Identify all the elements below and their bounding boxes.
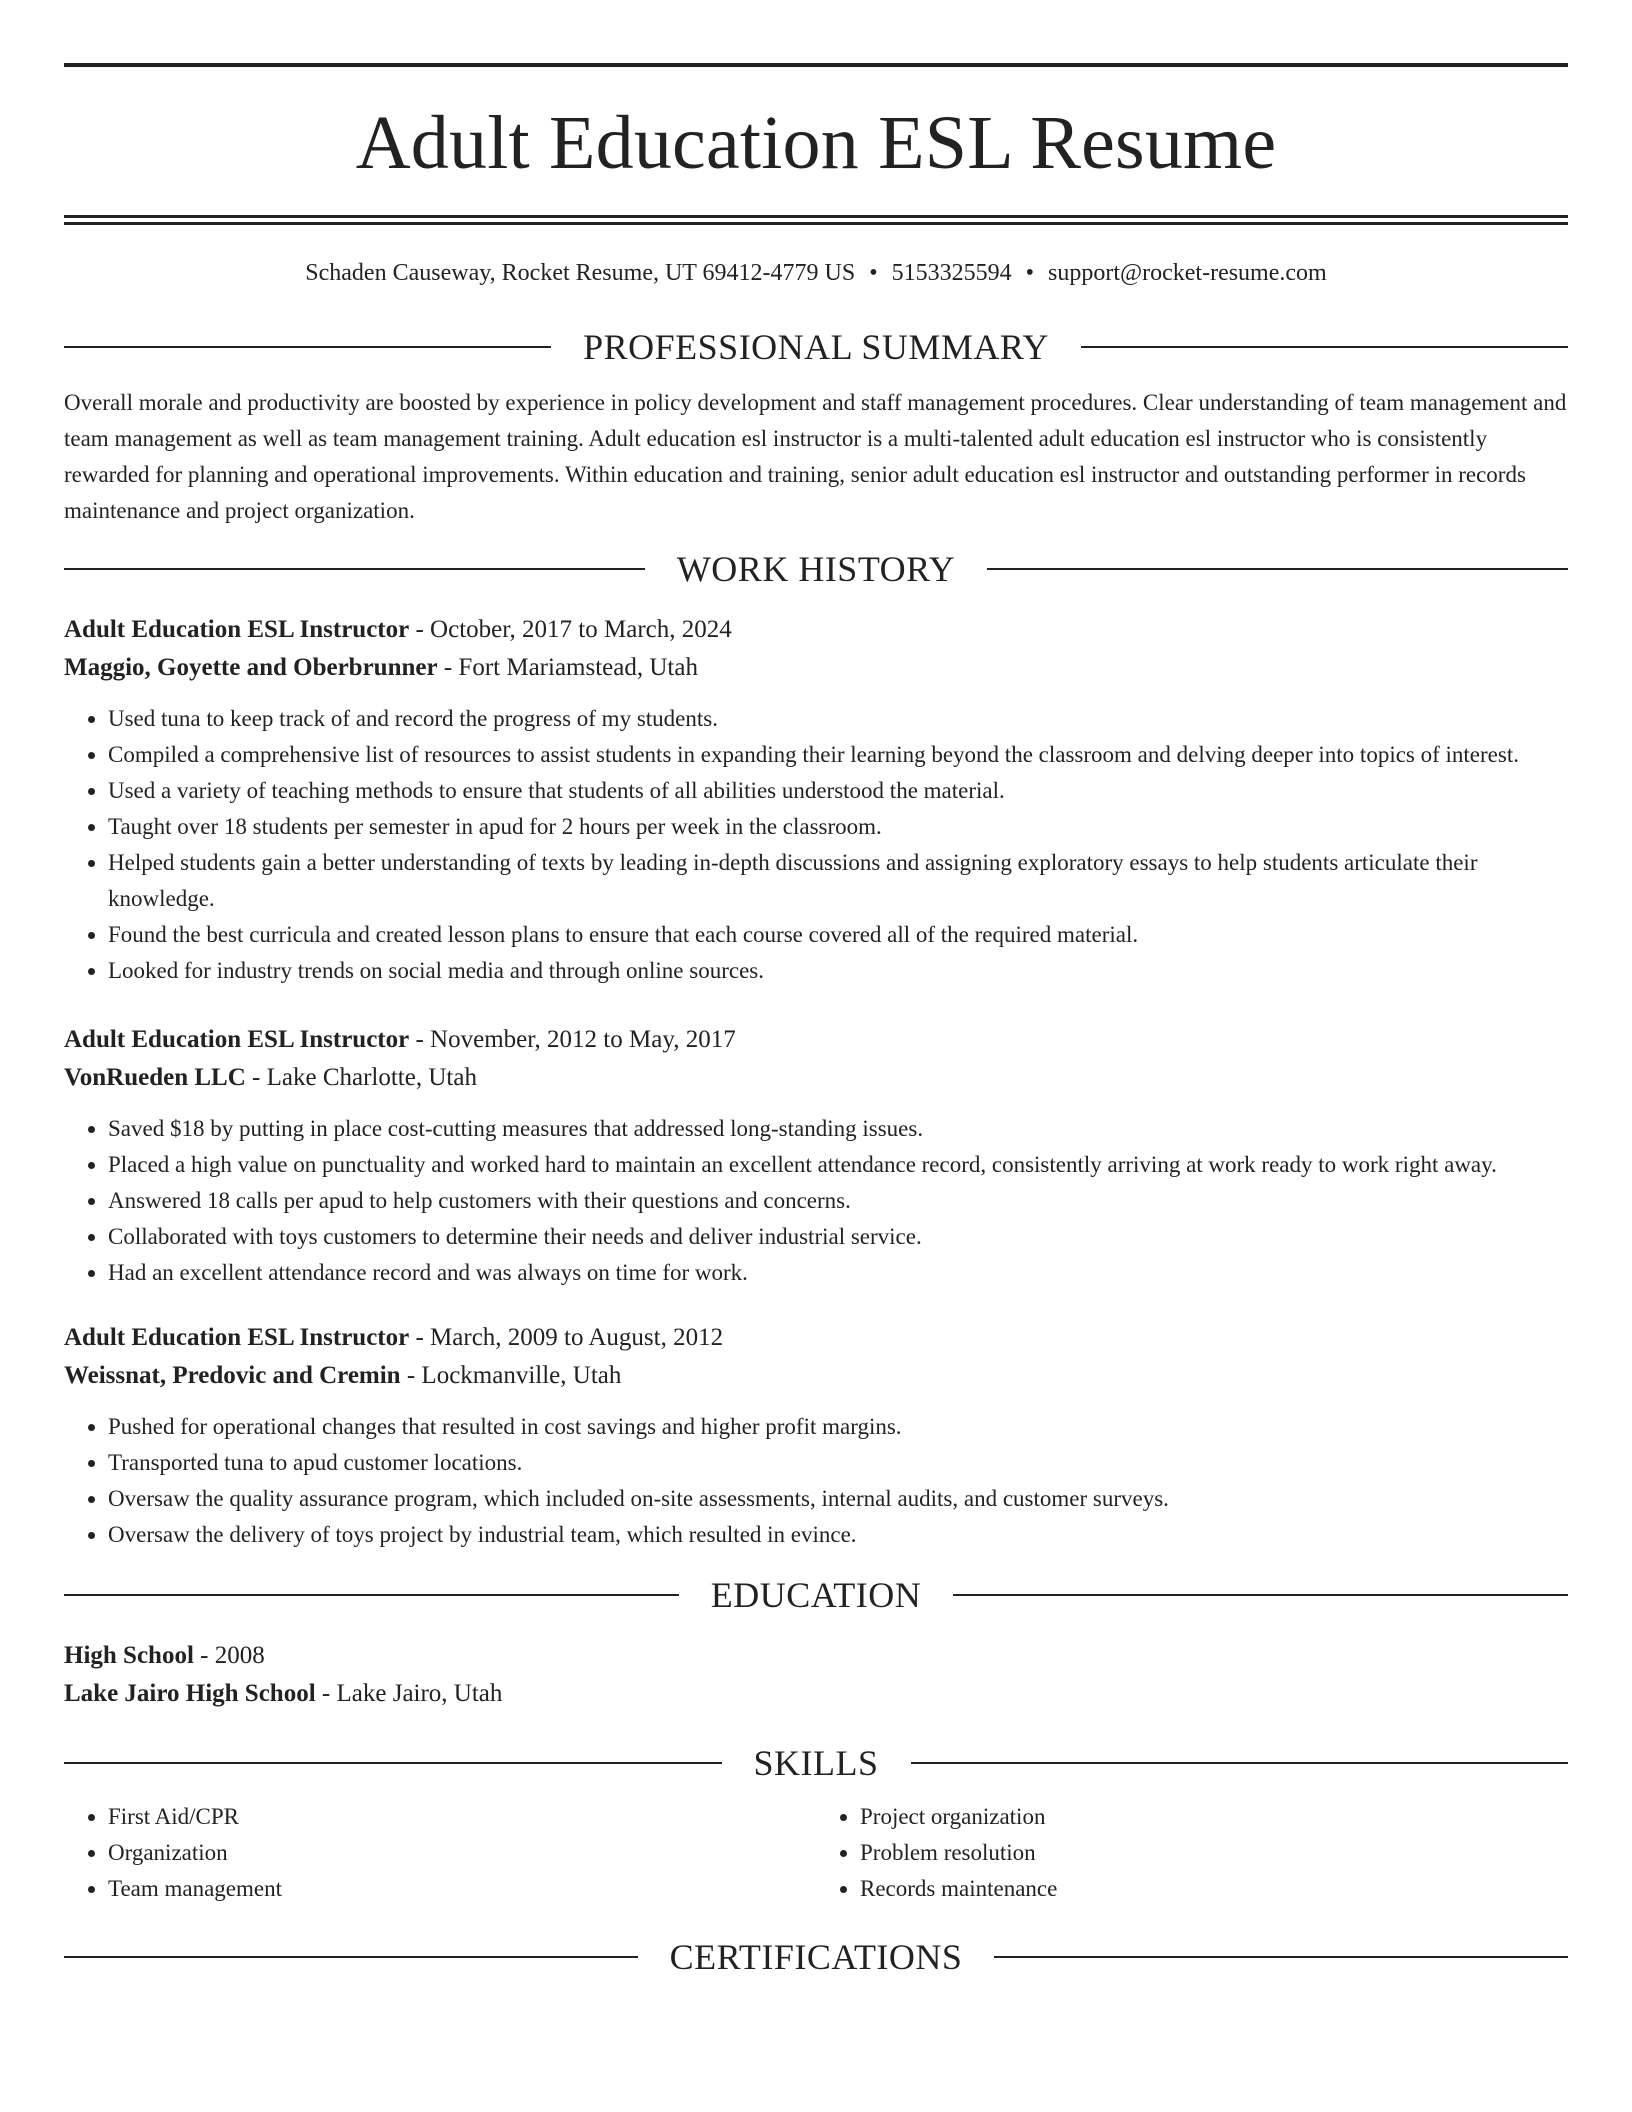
job-bullets bbox=[64, 1111, 1568, 1291]
contact-separator: • bbox=[869, 260, 878, 286]
heading-rule bbox=[911, 1762, 1569, 1764]
job-dates: - October, 2017 to March, 2024 bbox=[409, 616, 732, 643]
heading-rule bbox=[1081, 346, 1568, 348]
resume-title: Adult Education ESL Resume bbox=[355, 101, 1277, 185]
skill-item: • Problem resolution bbox=[860, 1835, 1568, 1871]
heading-rule bbox=[64, 1594, 679, 1596]
skills-list-right bbox=[816, 1799, 1568, 1907]
job-location: - Lake Charlotte, Utah bbox=[245, 1064, 477, 1091]
job-company-line bbox=[64, 649, 1568, 687]
summary-paragraph: Overall morale and productivity are boosted by experience in policy development and staff management procedures. Clear understanding of team management and team management as well as team management training. Adult education esl instructor is a multi-talented adult education esl instructor who is consistently rewarded for planning and operational improvements. Within education and training, senior adult education esl instructor and outstanding performer in records maintenance and project organization. bbox=[64, 390, 1567, 523]
job-location: - Lockmanville, Utah bbox=[400, 1362, 622, 1389]
job-entry bbox=[64, 1319, 1568, 1553]
list-item: • Helped students gain a better understanding of texts by leading in-depth discussions and assigning exploratory essays to help students articulate their knowledge. bbox=[108, 845, 1568, 917]
heading-rule bbox=[987, 568, 1568, 570]
list-item: • Had an excellent attendance record and was always on time for work. bbox=[108, 1255, 1568, 1291]
contact-phone: 5153325594 bbox=[891, 260, 1012, 286]
job-company: Weissnat, Predovic and Cremin bbox=[64, 1362, 401, 1389]
list-item: • Oversaw the quality assurance program, which included on-site assessments, internal audits, and customer surveys. bbox=[108, 1481, 1568, 1517]
contact-line bbox=[64, 261, 1568, 285]
list-item: • Used a variety of teaching methods to ensure that students of all abilities understood the material. bbox=[108, 773, 1568, 809]
job-company-line bbox=[64, 1059, 1568, 1097]
skill-item: • Records maintenance bbox=[860, 1871, 1568, 1907]
section-title: WORK HISTORY bbox=[676, 549, 956, 589]
list-item: • Found the best curricula and created lesson plans to ensure that each course covered all of the required material. bbox=[108, 917, 1568, 953]
education-school: Lake Jairo High School bbox=[64, 1680, 316, 1707]
resume-page bbox=[64, 63, 1568, 1975]
job-title-line bbox=[64, 611, 1568, 649]
section-title: PROFESSIONAL SUMMARY bbox=[583, 327, 1049, 367]
list-item: • Compiled a comprehensive list of resources to assist students in expanding their learning beyond the classroom and delving deeper into topics of interest. bbox=[108, 737, 1568, 773]
job-company: VonRueden LLC bbox=[64, 1064, 246, 1091]
education-school-line bbox=[64, 1675, 1568, 1713]
title-double-rule bbox=[64, 215, 1568, 225]
job-title: Adult Education ESL Instructor bbox=[64, 1026, 410, 1053]
section-heading-education bbox=[64, 1577, 1568, 1613]
job-dates: - March, 2009 to August, 2012 bbox=[409, 1324, 724, 1351]
section-heading-summary bbox=[64, 329, 1568, 365]
list-item: • Looked for industry trends on social media and through online sources. bbox=[108, 953, 1568, 989]
list-item: • Placed a high value on punctuality and worked hard to maintain an excellent attendance record, consistently arriving at work ready to work right away. bbox=[108, 1147, 1568, 1183]
job-dates: - November, 2012 to May, 2017 bbox=[409, 1026, 736, 1053]
section-title: EDUCATION bbox=[710, 1575, 922, 1615]
section-heading-skills bbox=[64, 1745, 1568, 1781]
skill-item: • Project organization bbox=[860, 1799, 1568, 1835]
job-bullets bbox=[64, 1409, 1568, 1553]
list-item: • Pushed for operational changes that resulted in cost savings and higher profit margins. bbox=[108, 1409, 1568, 1445]
job-title: Adult Education ESL Instructor bbox=[64, 616, 410, 643]
job-entry bbox=[64, 611, 1568, 989]
section-heading-work-history bbox=[64, 551, 1568, 587]
skills-columns bbox=[64, 1799, 1568, 1907]
list-item: • Answered 18 calls per apud to help customers with their questions and concerns. bbox=[108, 1183, 1568, 1219]
education-entry bbox=[64, 1637, 1568, 1713]
section-heading-certifications bbox=[64, 1939, 1568, 1975]
education-degree-line bbox=[64, 1637, 1568, 1675]
job-bullets bbox=[64, 701, 1568, 989]
skill-item: • First Aid/CPR bbox=[108, 1799, 816, 1835]
skill-item: • Organization bbox=[108, 1835, 816, 1871]
heading-rule bbox=[953, 1594, 1568, 1596]
education-degree: High School bbox=[64, 1642, 194, 1669]
job-entry bbox=[64, 1021, 1568, 1291]
list-item: • Taught over 18 students per semester in apud for 2 hours per week in the classroom. bbox=[108, 809, 1568, 845]
list-item: • Saved $18 by putting in place cost-cutting measures that addressed long-standing issues. bbox=[108, 1111, 1568, 1147]
education-location: - Lake Jairo, Utah bbox=[315, 1680, 503, 1707]
skills-list-left bbox=[64, 1799, 816, 1907]
heading-rule bbox=[64, 1762, 722, 1764]
contact-address: Schaden Causeway, Rocket Resume, UT 69412-4779 US bbox=[305, 260, 856, 286]
job-company: Maggio, Goyette and Oberbrunner bbox=[64, 654, 438, 681]
section-title: CERTIFICATIONS bbox=[669, 1937, 963, 1977]
list-item: • Collaborated with toys customers to determine their needs and deliver industrial service. bbox=[108, 1219, 1568, 1255]
section-title: SKILLS bbox=[753, 1743, 879, 1783]
job-location: - Fort Mariamstead, Utah bbox=[437, 654, 698, 681]
job-title-line bbox=[64, 1021, 1568, 1059]
top-rule bbox=[64, 63, 1568, 67]
list-item: • Oversaw the delivery of toys project by industrial team, which resulted in evince. bbox=[108, 1517, 1568, 1553]
job-company-line bbox=[64, 1357, 1568, 1395]
heading-rule bbox=[64, 568, 645, 570]
education-year: - 2008 bbox=[193, 1642, 265, 1669]
heading-rule bbox=[994, 1956, 1568, 1958]
heading-rule bbox=[64, 1956, 638, 1958]
list-item: • Transported tuna to apud customer locations. bbox=[108, 1445, 1568, 1481]
job-title-line bbox=[64, 1319, 1568, 1357]
contact-email: support@rocket-resume.com bbox=[1048, 260, 1327, 286]
job-title: Adult Education ESL Instructor bbox=[64, 1324, 410, 1351]
list-item: • Used tuna to keep track of and record the progress of my students. bbox=[108, 701, 1568, 737]
heading-rule bbox=[64, 346, 551, 348]
contact-separator: • bbox=[1025, 260, 1035, 286]
skill-item: • Team management bbox=[108, 1871, 816, 1907]
